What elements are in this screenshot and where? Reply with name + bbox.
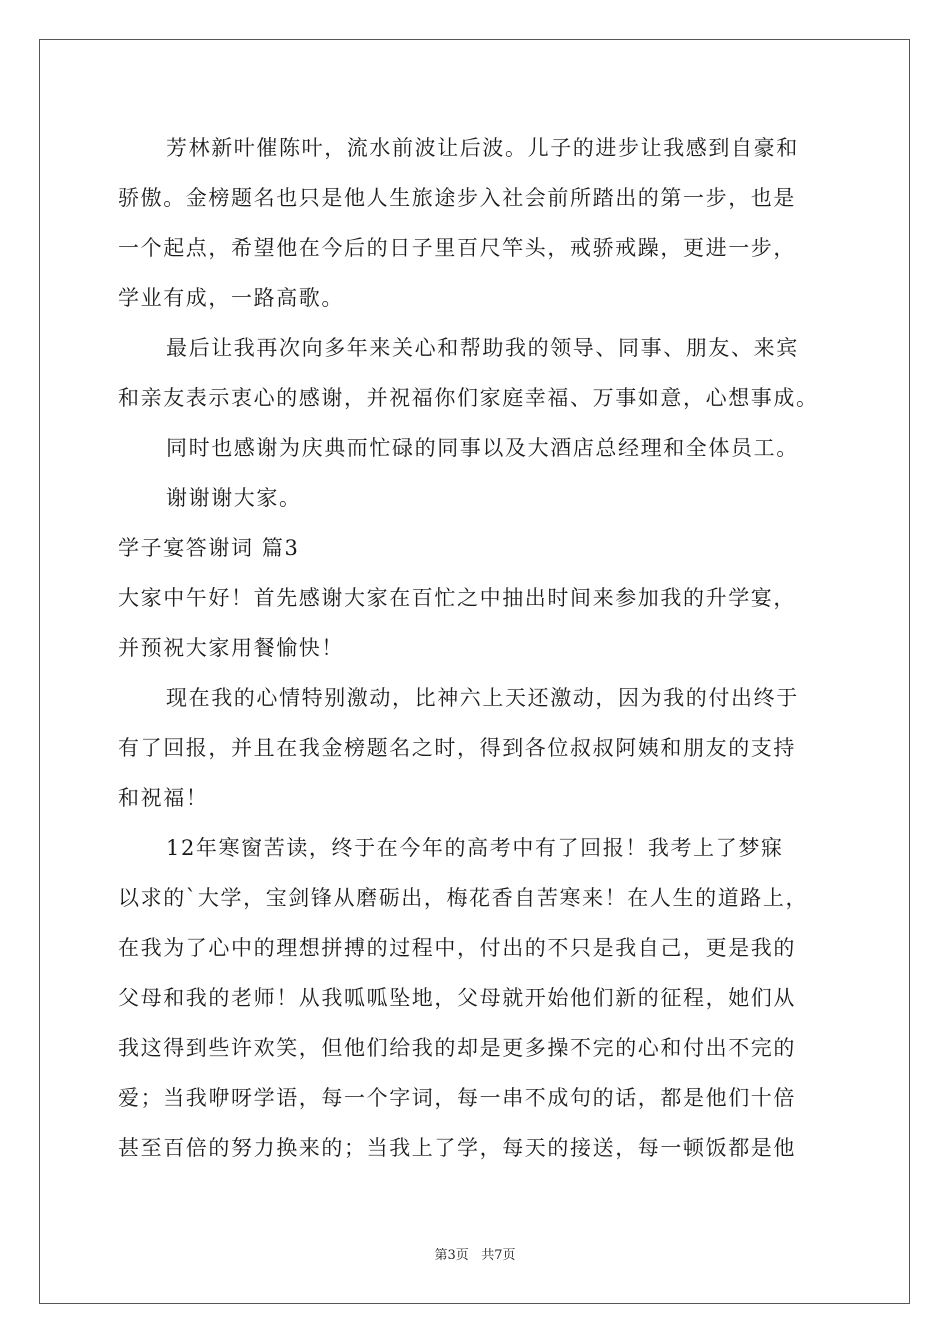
body-line: 甚至百倍的努力换来的；当我上了学，每天的接送，每一顿饭都是他 — [118, 1136, 796, 1160]
body-line: 爱；当我咿呀学语，每一个字词，每一串不成句的话，都是他们十倍 — [118, 1086, 796, 1110]
body-line: 父母和我的老师！从我呱呱坠地，父母就开始他们新的征程，她们从 — [118, 986, 796, 1010]
body-line: 在我为了心中的理想拼搏的过程中，付出的不只是我自己，更是我的 — [118, 936, 796, 960]
body-line: 并预祝大家用餐愉快！ — [118, 636, 344, 660]
body-line: 大家中午好！首先感谢大家在百忙之中抽出时间来参加我的升学宴， — [118, 586, 796, 610]
page-footer — [0, 1247, 950, 1265]
body-line: 以求的`大学，宝剑锋从磨砺出，梅花香自苦寒来！在人生的道路上， — [118, 886, 809, 910]
page-total: 共7页 — [481, 1248, 516, 1263]
body-line: 有了回报，并且在我金榜题名之时，得到各位叔叔阿姨和朋友的支持 — [118, 736, 796, 760]
page-number: 第3页 — [434, 1248, 469, 1263]
body-line: 现在我的心情特别激动，比神六上天还激动，因为我的付出终于 — [166, 686, 799, 710]
body-line: 学业有成，一路高歌。 — [118, 286, 344, 310]
body-line: 最后让我再次向多年来关心和帮助我的领导、同事、朋友、来宾 — [166, 336, 799, 360]
body-line: 骄傲。金榜题名也只是他人生旅途步入社会前所踏出的第一步，也是 — [118, 186, 796, 210]
page-border — [39, 39, 910, 1304]
body-line: 一个起点，希望他在今后的日子里百尺竿头，戒骄戒躁，更进一步， — [118, 236, 796, 260]
body-line: 我这得到些许欢笑，但他们给我的却是更多操不完的心和付出不完的 — [118, 1036, 796, 1060]
section-heading: 学子宴答谢词 篇3 — [118, 536, 300, 560]
body-line: 芳林新叶催陈叶，流水前波让后波。儿子的进步让我感到自豪和 — [166, 136, 799, 160]
body-line: 和亲友表示衷心的感谢，并祝福你们家庭幸福、万事如意，心想事成。 — [118, 386, 819, 410]
body-line: 12年寒窗苦读，终于在今年的高考中有了回报！我考上了梦寐 — [166, 836, 784, 860]
body-line: 和祝福！ — [118, 786, 209, 810]
body-line: 谢谢谢大家。 — [166, 486, 302, 510]
body-line: 同时也感谢为庆典而忙碌的同事以及大酒店总经理和全体员工。 — [166, 436, 799, 460]
